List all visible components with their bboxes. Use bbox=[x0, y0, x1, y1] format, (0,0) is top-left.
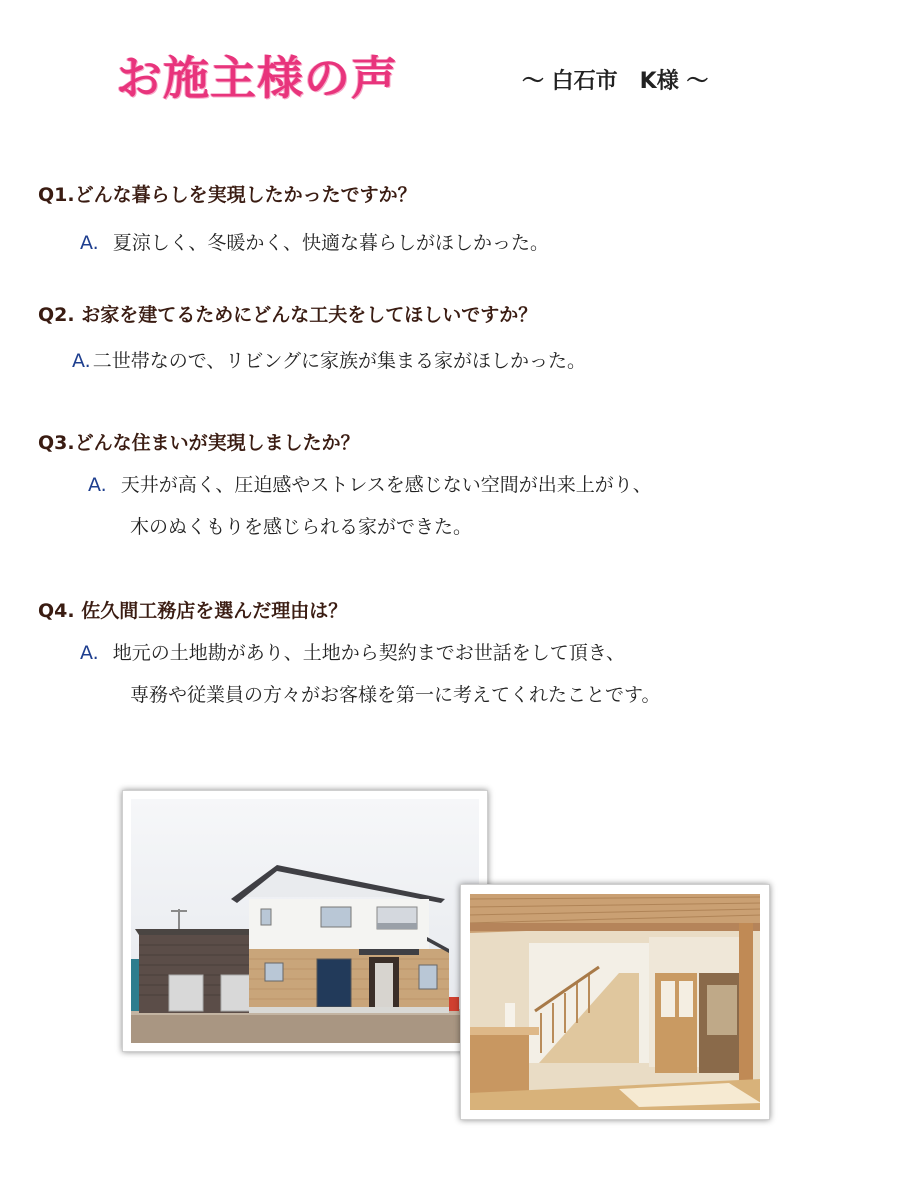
answer-1-line-1: 夏涼しく、冬暖かく、快適な暮らしがほしかった。 bbox=[112, 232, 549, 254]
answer-1 bbox=[80, 228, 549, 255]
question-1: Q1.どんな暮らしを実現したかったですか？ bbox=[38, 184, 417, 206]
answer-2-line-1: 二世帯なので、リビングに家族が集まる家がほしかった。 bbox=[92, 350, 586, 372]
answer-4-line-1: 地元の土地勘があり、土地から契約までお世話をして頂き、 bbox=[112, 642, 625, 664]
answer-4-line-2: 専務や従業員の方々がお客様を第一に考えてくれたことです。 bbox=[130, 684, 661, 706]
answer-3-line-1: 天井が高く、圧迫感やストレスを感じない空間が出来上がり、 bbox=[120, 474, 652, 496]
answer-4 bbox=[80, 638, 625, 665]
question-3: Q3.どんな住まいが実現しましたか？ bbox=[38, 432, 360, 454]
answer-3-line-2: 木のぬくもりを感じられる家ができた。 bbox=[130, 516, 473, 538]
answer-label: A. bbox=[88, 474, 107, 496]
question-2: Q2. お家を建てるためにどんな工夫をしてほしいですか？ bbox=[38, 304, 538, 326]
answer-label: A. bbox=[80, 642, 99, 664]
question-4: Q4. 佐久間工務店を選んだ理由は？ bbox=[38, 600, 348, 622]
page-title: お施主様の声 bbox=[116, 51, 398, 105]
answer-label: A. bbox=[80, 232, 99, 254]
exterior-house-photo bbox=[122, 790, 488, 1052]
interior-room-photo bbox=[460, 884, 770, 1120]
answer-3 bbox=[88, 470, 652, 497]
answer-label: A. bbox=[72, 350, 91, 372]
customer-subtitle: 〜 白石市 K様 〜 bbox=[522, 69, 709, 94]
answer-2 bbox=[72, 346, 586, 373]
